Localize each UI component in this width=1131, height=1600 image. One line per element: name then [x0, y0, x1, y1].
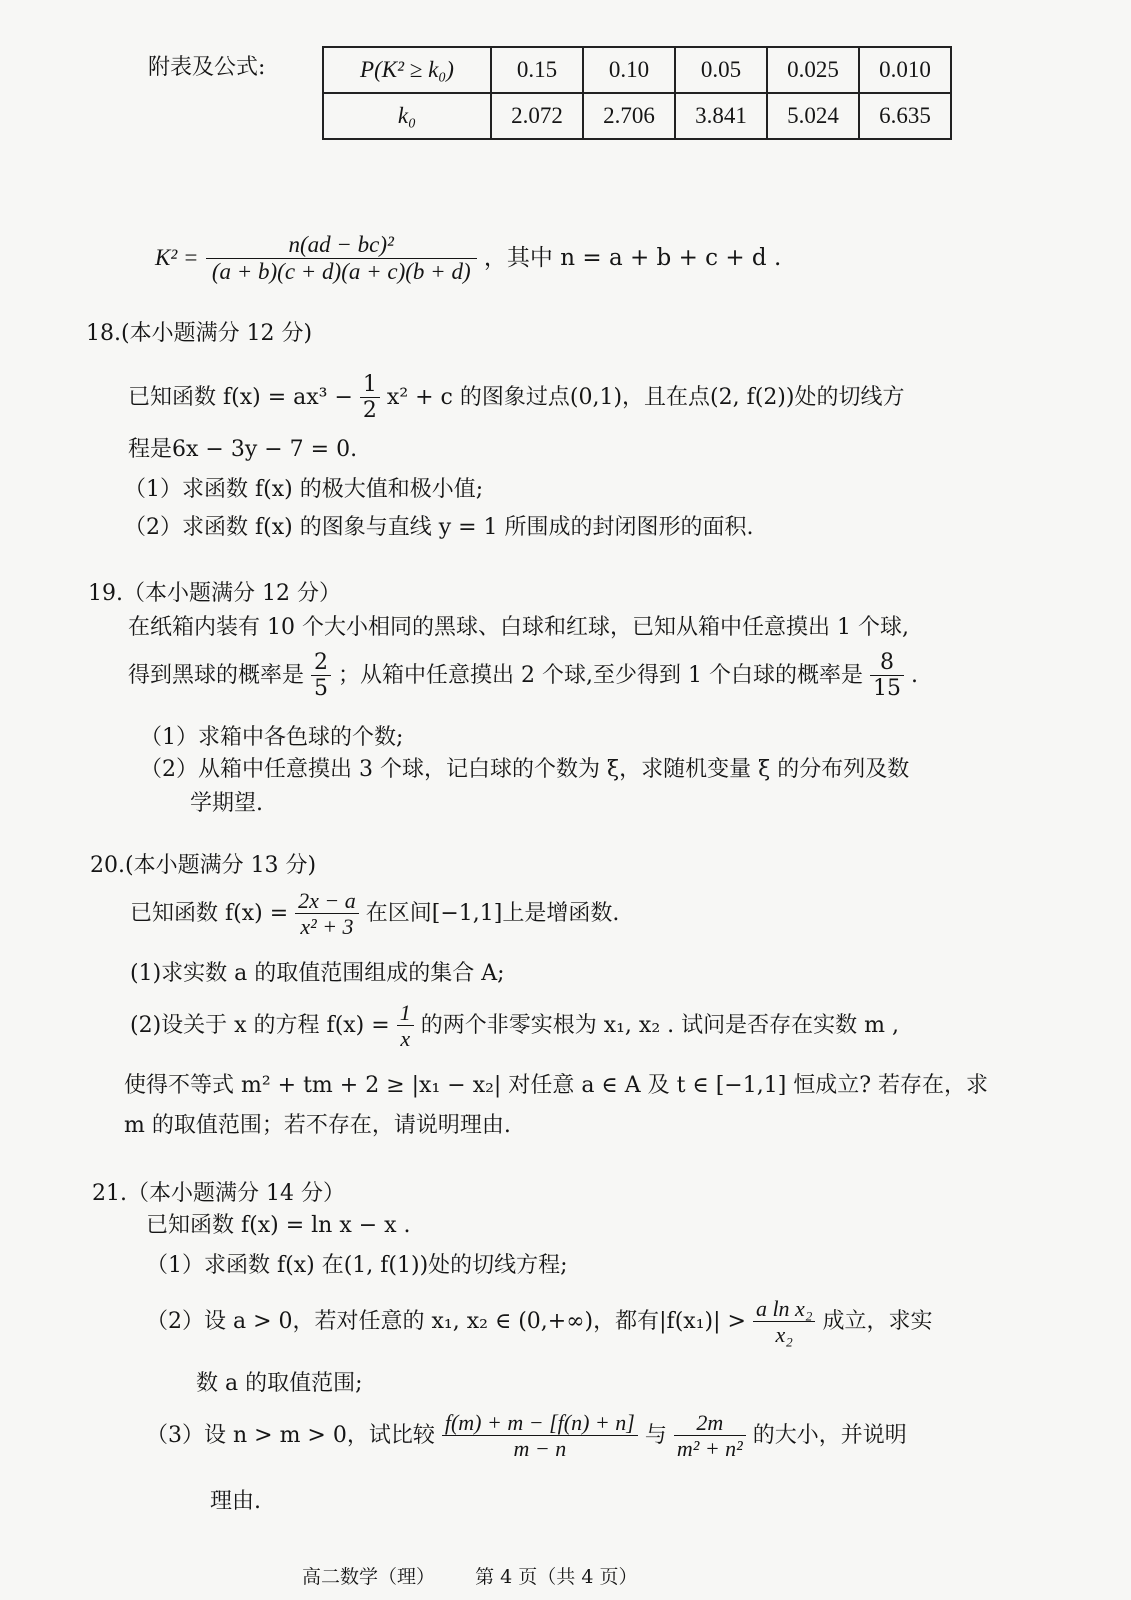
- table-cell: 3.841: [675, 93, 767, 139]
- q18-text: x² + c 的图象过点(0,1)，且在点(2, f(2))处的切线方: [386, 384, 905, 410]
- q18-header: 18.(本小题满分 12 分): [86, 321, 313, 346]
- q18-text: 已知函数 f(x) = ax³ −: [128, 384, 353, 410]
- fraction-denominator: x₂: [775, 1322, 793, 1348]
- q21-fraction: [753, 1296, 816, 1348]
- table-cell: 2.072: [491, 93, 583, 139]
- q20-line-1: [130, 888, 619, 940]
- fraction-numerator: 2: [311, 650, 331, 676]
- table-row-header-k: k₀: [323, 93, 491, 139]
- q20-fraction-2: [397, 1000, 414, 1052]
- q20-header: 20.(本小题满分 13 分): [90, 853, 317, 878]
- q19-part-1: （1）求箱中各色球的个数;: [140, 725, 404, 750]
- q18-fraction: [360, 372, 380, 424]
- table-cell: 0.15: [491, 47, 583, 93]
- table-cell: 2.706: [583, 93, 675, 139]
- q20-part-1: (1)求实数 a 的取值范围组成的集合 A;: [130, 961, 505, 986]
- q21-line-1: 已知函数 f(x) = ln x − x .: [146, 1213, 411, 1238]
- footer-subject: 高二数学（理）: [302, 1566, 436, 1588]
- q21-text: （2）设 a > 0，若对任意的 x₁, x₂ ∈ (0,+∞)，都有|f(x₁)| >: [146, 1308, 746, 1334]
- fraction-numerator: f(m) + m − [f(n) + n]: [442, 1410, 638, 1436]
- fraction-denominator: 15: [872, 676, 901, 702]
- table-cell: 0.025: [767, 47, 859, 93]
- q20-text: (2)设关于 x 的方程 f(x) =: [130, 1012, 390, 1038]
- footer-page-number: 第 4 页（共 4 页）: [475, 1566, 638, 1588]
- q21-part-3-cont: 理由.: [210, 1489, 261, 1514]
- q19-line-1: 在纸箱内装有 10 个大小相同的黑球、白球和红球，已知从箱中任意摸出 1 个球,: [128, 615, 909, 640]
- fraction-denominator: x: [400, 1026, 411, 1052]
- formula-condition: ，其中 n = a + b + c + d .: [483, 244, 782, 271]
- q21-fraction-2: [674, 1410, 746, 1462]
- table-row: [323, 47, 951, 93]
- q18-line-1: [128, 372, 904, 424]
- table-cell: 0.10: [583, 47, 675, 93]
- q20-line-4: m 的取值范围；若不存在，请说明理由.: [124, 1113, 511, 1138]
- table-cell: 0.010: [859, 47, 951, 93]
- q21-text: 的大小，并说明: [752, 1422, 907, 1448]
- fraction-numerator: 1: [360, 372, 380, 398]
- q20-text: 的两个非零实根为 x₁, x₂ . 试问是否存在实数 m ,: [420, 1012, 899, 1038]
- fraction-denominator: x² + 3: [300, 914, 354, 940]
- q20-fraction: [295, 888, 359, 940]
- q19-fraction-white: [870, 650, 904, 702]
- formula-fraction: [206, 232, 477, 286]
- table-caption: 附表及公式:: [148, 55, 266, 80]
- q19-text: 得到黑球的概率是: [128, 662, 305, 688]
- table-cell: 6.635: [859, 93, 951, 139]
- q20-text: 已知函数 f(x) =: [130, 900, 289, 926]
- q18-part-1: （1）求函数 f(x) 的极大值和极小值;: [124, 477, 484, 502]
- q20-text: 在区间[−1,1]上是增函数.: [365, 900, 620, 926]
- q18-line-2: 程是6x − 3y − 7 = 0.: [128, 437, 358, 462]
- fraction-numerator: 2m: [674, 1410, 746, 1436]
- critical-value-table: [322, 46, 952, 140]
- q19-part-2-cont: 学期望.: [190, 791, 263, 816]
- q18-part-2: （2）求函数 f(x) 的图象与直线 y = 1 所围成的封闭图形的面积.: [124, 515, 754, 540]
- table-cell: 0.05: [675, 47, 767, 93]
- formula-lhs: K² =: [155, 244, 199, 270]
- q21-text: 与: [644, 1422, 667, 1448]
- formula-denominator: (a + b)(c + d)(a + c)(b + d): [211, 259, 471, 285]
- fraction-denominator: 5: [314, 676, 329, 702]
- fraction-numerator: 2x − a: [295, 888, 359, 914]
- fraction-denominator: m − n: [513, 1436, 567, 1462]
- q19-header: 19.（本小题满分 12 分）: [88, 581, 341, 606]
- fraction-numerator: 8: [870, 650, 904, 676]
- q21-part-3: [146, 1410, 907, 1462]
- q19-line-2: [128, 650, 918, 702]
- formula-numerator: n(ad − bc)²: [206, 232, 477, 259]
- table-row: [323, 93, 951, 139]
- q19-part-2: （2）从箱中任意摸出 3 个球，记白球的个数为 ξ，求随机变量 ξ 的分布列及数: [140, 757, 910, 782]
- k-squared-formula: [155, 232, 781, 286]
- footer: [302, 1562, 637, 1589]
- q21-part-2: [146, 1296, 932, 1348]
- q20-line-3: 使得不等式 m² + tm + 2 ≥ |x₁ − x₂| 对任意 a ∈ A 及 t ∈ [−1,1] 恒成立? 若存在，求: [124, 1073, 989, 1098]
- q21-text: （3）设 n > m > 0，试比较: [146, 1422, 435, 1448]
- q19-text: ；从箱中任意摸出 2 个球,至少得到 1 个白球的概率是: [338, 662, 863, 688]
- table-cell: 5.024: [767, 93, 859, 139]
- fraction-numerator: 1: [397, 1000, 414, 1026]
- q21-header: 21.（本小题满分 14 分）: [92, 1181, 345, 1206]
- q19-text: .: [910, 662, 918, 688]
- table-row-header-p: P(K² ≥ k₀): [323, 47, 491, 93]
- q21-part-1: （1）求函数 f(x) 在(1, f(1))处的切线方程;: [146, 1253, 568, 1278]
- fraction-denominator: m² + n²: [676, 1436, 743, 1462]
- q20-part-2: [130, 1000, 899, 1052]
- fraction-denominator: 2: [362, 398, 377, 424]
- q21-fraction-1: [442, 1410, 638, 1462]
- q21-text: 成立，求实: [822, 1308, 933, 1334]
- q19-fraction-black: [311, 650, 331, 702]
- q21-part-2-cont: 数 a 的取值范围;: [196, 1371, 363, 1396]
- fraction-numerator: a ln x₂: [753, 1296, 816, 1322]
